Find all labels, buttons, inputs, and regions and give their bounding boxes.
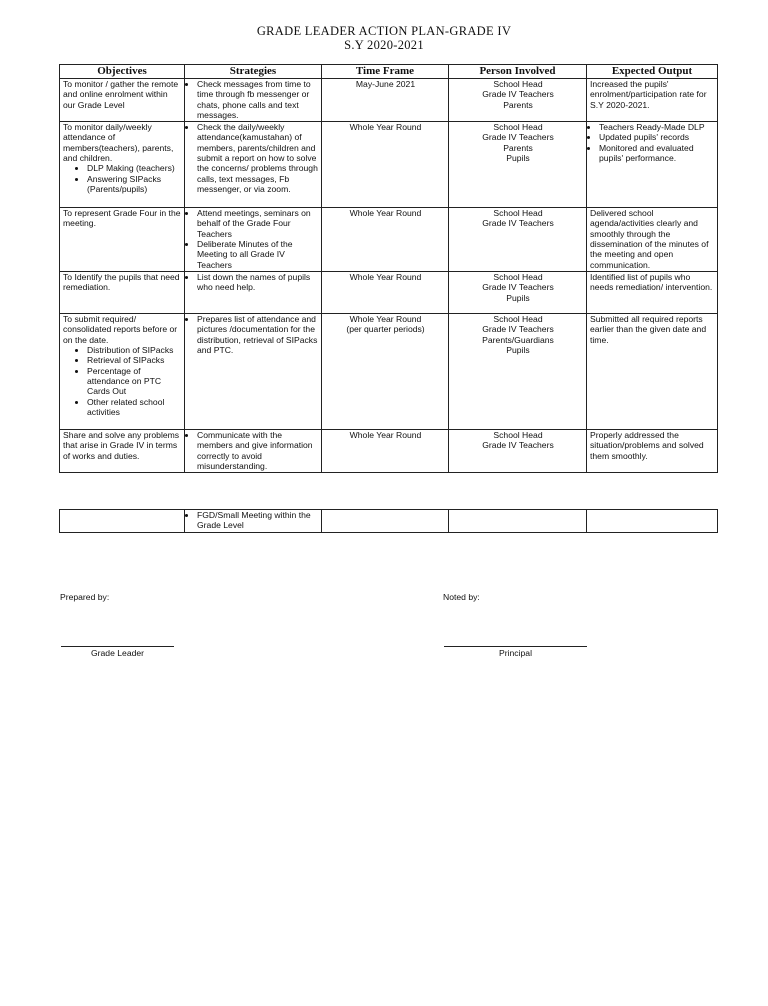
person-item: Grade IV Teachers [482,132,554,143]
output-text: Delivered school agenda/activities clearly and smoothly through the dissemination of the minutes of the meeting and open communication. [590,208,709,270]
person-item: School Head [493,208,543,219]
output-text: Increased the pupils' enrolment/participation rate for S.Y 2020-2021. [590,79,707,110]
person-involved-cell [449,430,587,473]
noted-by-label: Noted by: [443,592,480,602]
strategies-cell [185,208,322,272]
table-row [60,272,718,314]
table-row [60,79,718,122]
time-frame-cell: May-June 2021 [322,79,449,122]
extra-strategy-cell [185,510,322,533]
output-text: Submitted all required reports earlier than the given date and time. [590,314,707,345]
header-person-involved: Person Involved [449,65,587,79]
action-plan-table [59,64,718,473]
person-item: Grade IV Teachers [482,218,554,229]
expected-output-cell [587,79,718,122]
strategy-item: • Check the daily/weekly attendance(kamustahan) of members, parents/children and submit a report on how to solve the concerns/ problems through calls, text messages, Fb messenger, or via zoom. [197,122,319,194]
header-time-frame: Time Frame [322,65,449,79]
prepared-signature-line [61,646,174,647]
person-involved-cell [449,208,587,272]
objective-cell [60,122,185,208]
objective-text: To Identify the pupils that need remediation. [63,272,180,293]
time-frame-cell: Whole Year Round (per quarter periods) [322,314,449,430]
person-item: Grade IV Teachers [482,89,554,100]
strategies-cell [185,430,322,473]
table-row [60,122,718,208]
objective-cell [60,208,185,272]
strategies-cell [185,314,322,430]
expected-output-cell [587,208,718,272]
person-item: School Head [493,79,543,89]
header-objectives: Objectives [60,65,185,79]
person-item: Parents [503,142,533,153]
objective-item: • Retrieval of SIPacks [87,355,182,365]
strategies-cell [185,79,322,122]
strategy-item: • Prepares list of attendance and pictures /documentation for the distribution, retrieval of SIPacks and PTC. [197,314,319,355]
person-item: Grade IV Teachers [482,440,554,451]
extra-time-cell [322,510,449,533]
table-row [60,510,718,533]
objective-text: Share and solve any problems that arise in Grade IV in terms of works and duties. [63,430,180,461]
person-item: Pupils [506,345,530,356]
person-involved-cell [449,122,587,208]
output-item: • Monitored and evaluated pupils' performance. [599,143,715,164]
extra-table [59,509,718,533]
strategy-item: • List down the names of pupils who need help. [197,272,319,293]
strategy-item: • FGD/Small Meeting within the Grade Level [197,510,319,531]
strategy-item: • Deliberate Minutes of the Meeting to all Grade IV Teachers [197,239,319,270]
time-frame-cell: Whole Year Round [322,208,449,272]
strategies-cell [185,272,322,314]
extra-person-cell [449,510,587,533]
objective-text: To monitor daily/weekly attendance of members(teachers), parents, and children. [63,122,174,164]
output-item: • Teachers Ready-Made DLP [599,122,715,132]
objective-text: To monitor / gather the remote and online enrolment within our Grade Level [63,79,179,110]
objective-cell [60,79,185,122]
strategy-item: • Attend meetings, seminars on behalf of the Grade Four Teachers [197,208,319,239]
expected-output-cell [587,122,718,208]
objective-cell [60,314,185,430]
grade-leader-role: Grade Leader [90,648,145,658]
person-item: Grade IV Teachers [482,324,554,335]
time-frame-cell: Whole Year Round [322,122,449,208]
document-title: GRADE LEADER ACTION PLAN-GRADE IV [256,24,512,38]
objective-item: • Distribution of SIPacks [87,345,182,355]
extra-objective-cell [60,510,185,533]
person-item: Parents [503,99,533,110]
objective-cell [60,430,185,473]
person-item: School Head [493,430,543,441]
person-item: Pupils [506,153,530,164]
expected-output-cell [587,272,718,314]
objective-text: To represent Grade Four in the meeting. [63,208,181,229]
time-frame-cell: Whole Year Round [322,272,449,314]
person-item: Parents/Guardians [482,334,554,345]
table-row [60,314,718,430]
header-expected-output: Expected Output [587,65,718,79]
strategies-cell [185,122,322,208]
objective-cell [60,272,185,314]
output-item: • Updated pupils' records [599,132,715,142]
objective-item: • Answering SIPacks (Parents/pupils) [87,174,182,195]
output-text: Identified list of pupils who needs remediation/ intervention. [590,272,713,293]
table-row [60,430,718,473]
objective-item: • Percentage of attendance on PTC Cards Out [87,366,182,397]
extra-output-cell [587,510,718,533]
header-strategies: Strategies [185,65,322,79]
expected-output-cell [587,314,718,430]
table-row [60,208,718,272]
document-subtitle: S.Y 2020-2021 [344,38,424,52]
person-item: Pupils [506,292,530,303]
prepared-by-label: Prepared by: [60,592,110,602]
strategy-item: • Communicate with the members and give information correctly to avoid misunderstanding. [197,430,319,471]
person-involved-cell [449,79,587,122]
objective-text: To submit required/ consolidated reports before or on the date. [63,314,178,345]
objective-item: • Other related school activities [87,397,182,418]
time-frame-cell: Whole Year Round [322,430,449,473]
expected-output-cell [587,430,718,473]
strategy-item: • Check messages from time to time through fb messenger or chats, phone calls and text messages. [197,79,319,120]
principal-role: Principal [499,648,532,658]
person-item: School Head [493,122,543,133]
person-item: School Head [493,272,543,283]
person-involved-cell [449,314,587,430]
objective-item: • DLP Making (teachers) [87,163,182,173]
noted-signature-line [444,646,587,647]
person-item: School Head [493,314,543,325]
person-involved-cell [449,272,587,314]
output-text: Properly addressed the situation/problems and solved them smoothly. [590,430,704,461]
person-item: Grade IV Teachers [482,282,554,293]
table-header-row [60,65,718,79]
